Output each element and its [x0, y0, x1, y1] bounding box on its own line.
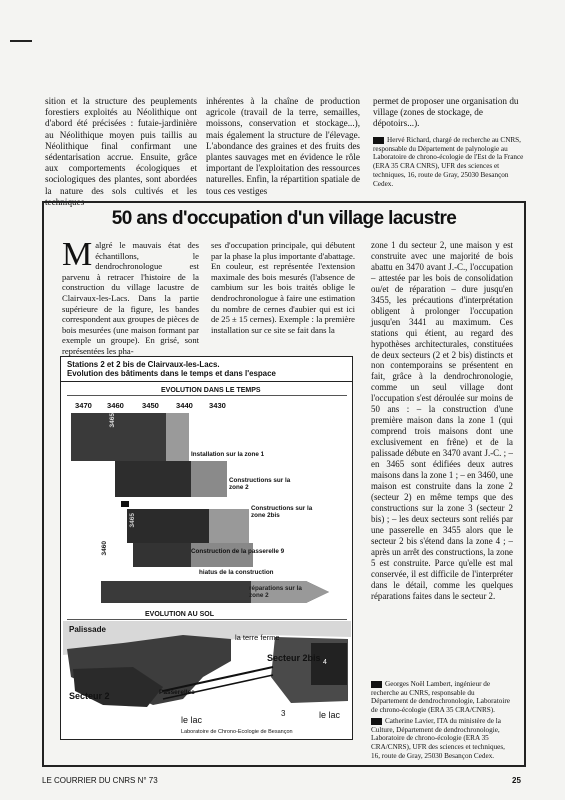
year-label: 3470: [75, 401, 92, 410]
map-label-zone-3: 3: [281, 709, 286, 718]
vertical-year-label: 3460: [101, 541, 108, 556]
footer-page-number: 25: [512, 776, 521, 785]
box-column-3: zone 1 du secteur 2, une maison y est construite avec une majorité de bois abattu en 3470 avant J.-C., l'occupation – attestée par les bois de consolidation ou/et de réparation – dure jusqu'en 3455, les précautions d'interprétation obligent à prolonger l'occupation jusqu'en 3441 au maximum. Ces stations qui étient, au regard des hypothèses architecturales, constituées de deux secteurs (2 et 2 bis) distincts et non contemporains se présentent en fait, grâce à la dendrochronologie, comme un seul village dont l'occupation s'est déroulée sur moins de 50 ans : – la construction d'une première maison dans la zone 1 (qui comprend trois maisons dont une exclusivement en frêne) et de la palissade débute en 3470 avant J.-C. ; – en 3465 sont édifiées deux autres maisons dans la zone 1 ; – en 3460, une maison est construite dans la zone 2 (secteur 2) en même temps que des constructions sur la zone 3 (secteur 2 bis) ; – les deux secteurs sont reliés par une passerelle en 3455 alors que le secteur 2 bis s'étend dans la zone 4 ; – après un arrêt des constructions, la zone 5 est construite. Parce qu'elle est mal conservée, il est difficile de l'interpréter dans le détail, comme les quelques réparations faites dans le secteur 2.: [371, 240, 513, 601]
label-installation-zone1: Installation sur la zone 1: [191, 451, 265, 458]
box-column-1-text: algré le mauvais état des échantillons, le dendrochronologue est parvenu à retracer l'histoire de la construction du village lacustre de Clairvaux-les-Lacs. Dans la partie supérieure de la figure, les bandes correspondent aux groupes de pièces de bois mesurées (une maison formant par exemple un groupe). En grisé, sont représentées les pha-: [62, 240, 199, 356]
bar-passerelle-light: [191, 543, 253, 567]
year-label: 3440: [176, 401, 193, 410]
bar-constructions-zone2bis-light: [209, 509, 249, 543]
box-title: 50 ans d'occupation d'un village lacustre: [111, 208, 457, 229]
figure: [60, 356, 353, 740]
bar-constructions-zone2-light: [191, 461, 227, 497]
bar-small-marker: [121, 501, 129, 507]
label-hiatus: hiatus de la construction: [199, 569, 274, 576]
label-constructions-zone2: Constructions sur la zone 2: [229, 477, 291, 491]
top-column-3: permet de proposer une organisation du village (zones de stockage, de dépotoirs...).: [373, 96, 519, 129]
box-author-credit-1: [371, 680, 513, 715]
map-label-palissade: Palissade: [69, 625, 106, 634]
map-label-lac-1: le lac: [181, 715, 203, 725]
map-label-secteur-2: Secteur 2: [69, 691, 110, 701]
box-column-2: ses d'occupation principale, qui débutent par la phase la plus importante d'abattage. En couleur, est représentée l'extension maximale des bois mesurés (l'absence de cambium sur les bois traités oblige le dendrochronologue à faire une estimation du nombre de cernes d'aubier qui est ici de 25 ± 15 cernes). Exemple : la première installation sur ce site se fait dans la: [211, 240, 356, 335]
footer-publication: LE COURRIER DU CNRS N° 73: [42, 776, 158, 785]
box-author-1-text: Georges Noël Lambert, ingénieur de recherche au CNRS, responsable du Département de dendrochronologie, Laboratoire de chrono-écologie (ERA 35 CRA/CNRS).: [371, 680, 510, 715]
vertical-year-label: 3465: [109, 413, 116, 428]
top-author-text: Hervé Richard, chargé de recherche au CNRS, responsable du Département de palynologie au Laboratoire de chrono-écologie de l'Est de la France (ERA 35 CRA CNRS), UFR des sciences et techniques, 16, route de Gray, 25030 Besançon Cedex.: [373, 136, 524, 188]
drop-cap: M: [62, 236, 93, 273]
author-marker-icon: [371, 681, 382, 688]
figure-title-rule: [61, 381, 352, 382]
bar-installation-zone1-light: [166, 413, 189, 461]
map-label-zone-4: 4: [323, 659, 327, 666]
map-credit: Laboratoire de Chrono-Ecologie de Besançon: [181, 729, 293, 735]
top-rule-left: [10, 40, 32, 42]
time-section-title: EVOLUTION DANS LE TEMPS: [161, 387, 261, 394]
zone-4-area: [311, 643, 347, 685]
ground-section-rule: [67, 619, 347, 620]
figure-title: [67, 360, 352, 378]
figure-title-line-2: Evolution des bâtiments dans le temps et dans l'espace: [67, 369, 276, 378]
map-label-lac-2: le lac: [319, 710, 341, 720]
top-column-2: inhérentes à la chaîne de production agricole (travail de la terre, semailles, moissons, conservation et stockage...), mais également la structure de l'élevage. L'abondance des graines et des fruits des plantes sauvages met en évidence le rôle important de l'exploitation des ressources naturelles. Enfin, la répartition spatiale de tous ces vestiges: [206, 96, 360, 196]
ground-section-title: EVOLUTION AU SOL: [145, 611, 214, 618]
author-marker-icon: [371, 718, 382, 725]
year-label: 3430: [209, 401, 226, 410]
figure-title-line-1: Stations 2 et 2 bis de Clairvaux-les-Lacs.: [67, 360, 220, 369]
label-passerelle: Construction de la passerelle 9: [191, 548, 285, 555]
map-label-passerelles: Passerelles: [159, 689, 195, 696]
label-reparations: réparations sur la zone 2: [249, 585, 302, 599]
year-label: 3460: [107, 401, 124, 410]
vertical-year-label: 3465: [129, 513, 136, 528]
top-column-1: sition et la structure des peuplements forestiers exploités au Néolithique ont d'abord été précisées : futaie-jardinière au Néolithique moyen puis taillis au Néolithique final confirmant une sédentarisation accrue. Ensuite, grâce aux comportements écologiques et sociologiques des plantes, sont abordées la nature des sols cultivés et les techniques: [45, 96, 197, 207]
box-author-credit-2: [371, 717, 513, 761]
year-label: 3450: [142, 401, 159, 410]
map-label-terre-ferme: la terre ferme: [235, 633, 280, 642]
top-author-credit: [373, 136, 525, 188]
box-author-2-text: Catherine Lavier, ITA du ministère de la Culture, Département de dendrochronologie, Laboratoire de chrono-écologie (ERA 35 CRA/CNRS), UFR des sciences et techniques, 16, route de Gray, 25030 Besançon Cedex.: [371, 717, 505, 760]
time-section-rule: [67, 395, 347, 396]
author-marker-icon: [373, 137, 384, 144]
box-column-1: [62, 236, 199, 357]
map-label-secteur-2bis: Secteur 2bis: [267, 653, 321, 663]
site-map: [63, 621, 351, 739]
label-constructions-zone2bis: Constructions sur la zone 2bis: [251, 505, 313, 519]
